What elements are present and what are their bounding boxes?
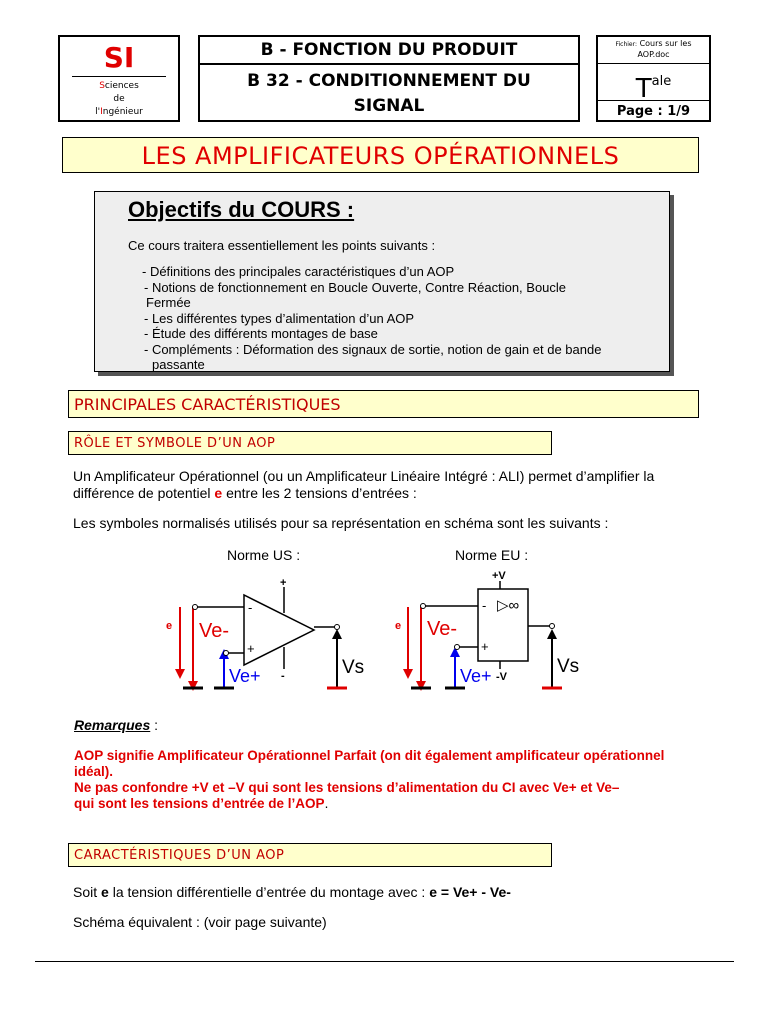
- file-info: [598, 37, 709, 64]
- file-label: Fichier:: [615, 41, 638, 48]
- footer-divider: [35, 961, 734, 962]
- norme-eu-label: Norme EU :: [455, 547, 529, 563]
- paragraph-definition-line2: différence de potentiel e entre les 2 tensions d’entrées :: [73, 485, 417, 501]
- ve-plus-label-eu: Ve+: [460, 666, 492, 686]
- header-function-title: B - FONCTION DU PRODUIT: [200, 37, 578, 65]
- objective-item: Fermée: [146, 295, 191, 310]
- objective-item: - Les différentes types d’alimentation d’un AOP: [144, 310, 415, 326]
- supply-minus-us: -: [281, 670, 285, 682]
- class-T: T: [635, 74, 652, 104]
- aop-eu-symbol: [395, 570, 579, 691]
- header-chapter-title-1: B 32 - CONDITIONNEMENT DU: [247, 71, 531, 91]
- header-right-box: [596, 35, 711, 122]
- remarks-heading: Remarques :: [74, 717, 159, 733]
- minus-sign-eu: -: [482, 598, 487, 613]
- plus-sign-eu: +: [481, 639, 489, 654]
- remark-line1: AOP signifie Amplificateur Opérationnel Parfait (on dit également amplificateur opérationnel: [74, 748, 665, 763]
- ve-plus-label-us: Ve+: [229, 666, 261, 686]
- objectives-list: [142, 264, 662, 373]
- logo-subtitle: Sciences de l'Ingénieur: [60, 80, 178, 119]
- subsection-title-characteristics: CARACTÉRISTIQUES D’UN AOP: [68, 843, 552, 867]
- minus-sign-us: -: [248, 600, 253, 615]
- ve-minus-label-eu: Ve-: [427, 618, 458, 640]
- equation: e = Ve+ - Ve-: [429, 884, 511, 900]
- aop-us-symbol: [166, 577, 364, 691]
- remark-line2: idéal).: [74, 764, 114, 779]
- file-name: Cours sur les AOP.doc: [637, 39, 692, 59]
- supply-plus-v-eu: +V: [492, 570, 506, 582]
- vs-label-eu: Vs: [557, 656, 580, 677]
- section-title: PRINCIPALES CARACTÉRISTIQUES: [68, 390, 699, 418]
- logo-title: SI: [103, 41, 135, 74]
- logo-sub-line2: de: [113, 94, 125, 104]
- remark-line4: qui sont les tensions d’entrée de l’AOP.: [74, 796, 329, 811]
- objective-item: - Étude des différents montages de base: [144, 326, 378, 341]
- logo-box: [58, 35, 180, 122]
- remark-line3: Ne pas confondre +V et –V qui sont les tensions d’alimentation du CI avec Ve+ et Ve–: [74, 780, 620, 795]
- infinity-symbol: ▷∞: [497, 597, 520, 614]
- objective-item: - Compléments : Déformation des signaux de sortie, notion de gain et de bande: [144, 341, 602, 357]
- ve-minus-label-us: Ve-: [199, 620, 230, 642]
- supply-minus-v-eu: -V: [496, 671, 507, 683]
- remarks-text: [74, 748, 734, 812]
- aop-symbols-diagram: [0, 565, 768, 695]
- page-number: Page : 1/9: [616, 104, 691, 119]
- objective-item: passante: [152, 357, 205, 372]
- e-label-eu: e: [395, 620, 402, 632]
- objectives-heading: Objectifs du COURS :: [128, 197, 355, 222]
- e-label-us: e: [166, 620, 173, 632]
- class-sup: ale: [651, 74, 672, 89]
- paragraph-definition: [73, 468, 713, 502]
- paragraph-symbols: Les symboles normalisés utilisés pour sa représentation en schéma sont les suivants :: [73, 515, 609, 531]
- remarks-title: Remarques: [74, 717, 151, 733]
- header-chapter-title-2: SIGNAL: [353, 96, 425, 116]
- vs-label-us: Vs: [342, 657, 365, 678]
- objectives-box: [94, 191, 670, 372]
- plus-sign-us: +: [247, 641, 255, 656]
- supply-plus-us: +: [280, 577, 287, 589]
- differential-voltage-line: Soit e la tension différentielle d’entrée du montage avec : e = Ve+ - Ve-: [73, 884, 511, 900]
- norme-us-label: Norme US :: [227, 547, 301, 563]
- subsection-title-role: RÔLE ET SYMBOLE D’UN AOP: [68, 431, 552, 455]
- objectives-intro: Ce cours traitera essentiellement les points suivants :: [128, 238, 436, 253]
- objective-item: - Notions de fonctionnement en Boucle Ouverte, Contre Réaction, Boucle: [144, 279, 567, 295]
- logo-sub-line1: ciences: [104, 81, 139, 91]
- class-level: [598, 64, 709, 104]
- main-title: LES AMPLIFICATEURS OPÉRATIONNELS: [62, 137, 699, 173]
- objective-item: - Définitions des principales caractéristiques d’un AOP: [142, 264, 455, 279]
- equivalent-schema-line: Schéma équivalent : (voir page suivante): [73, 914, 327, 930]
- header-center-box: [198, 35, 580, 122]
- paragraph-definition-line1: Un Amplificateur Opérationnel (ou un Amplificateur Linéaire Intégré : ALI) permet d’amplifier la: [73, 468, 655, 484]
